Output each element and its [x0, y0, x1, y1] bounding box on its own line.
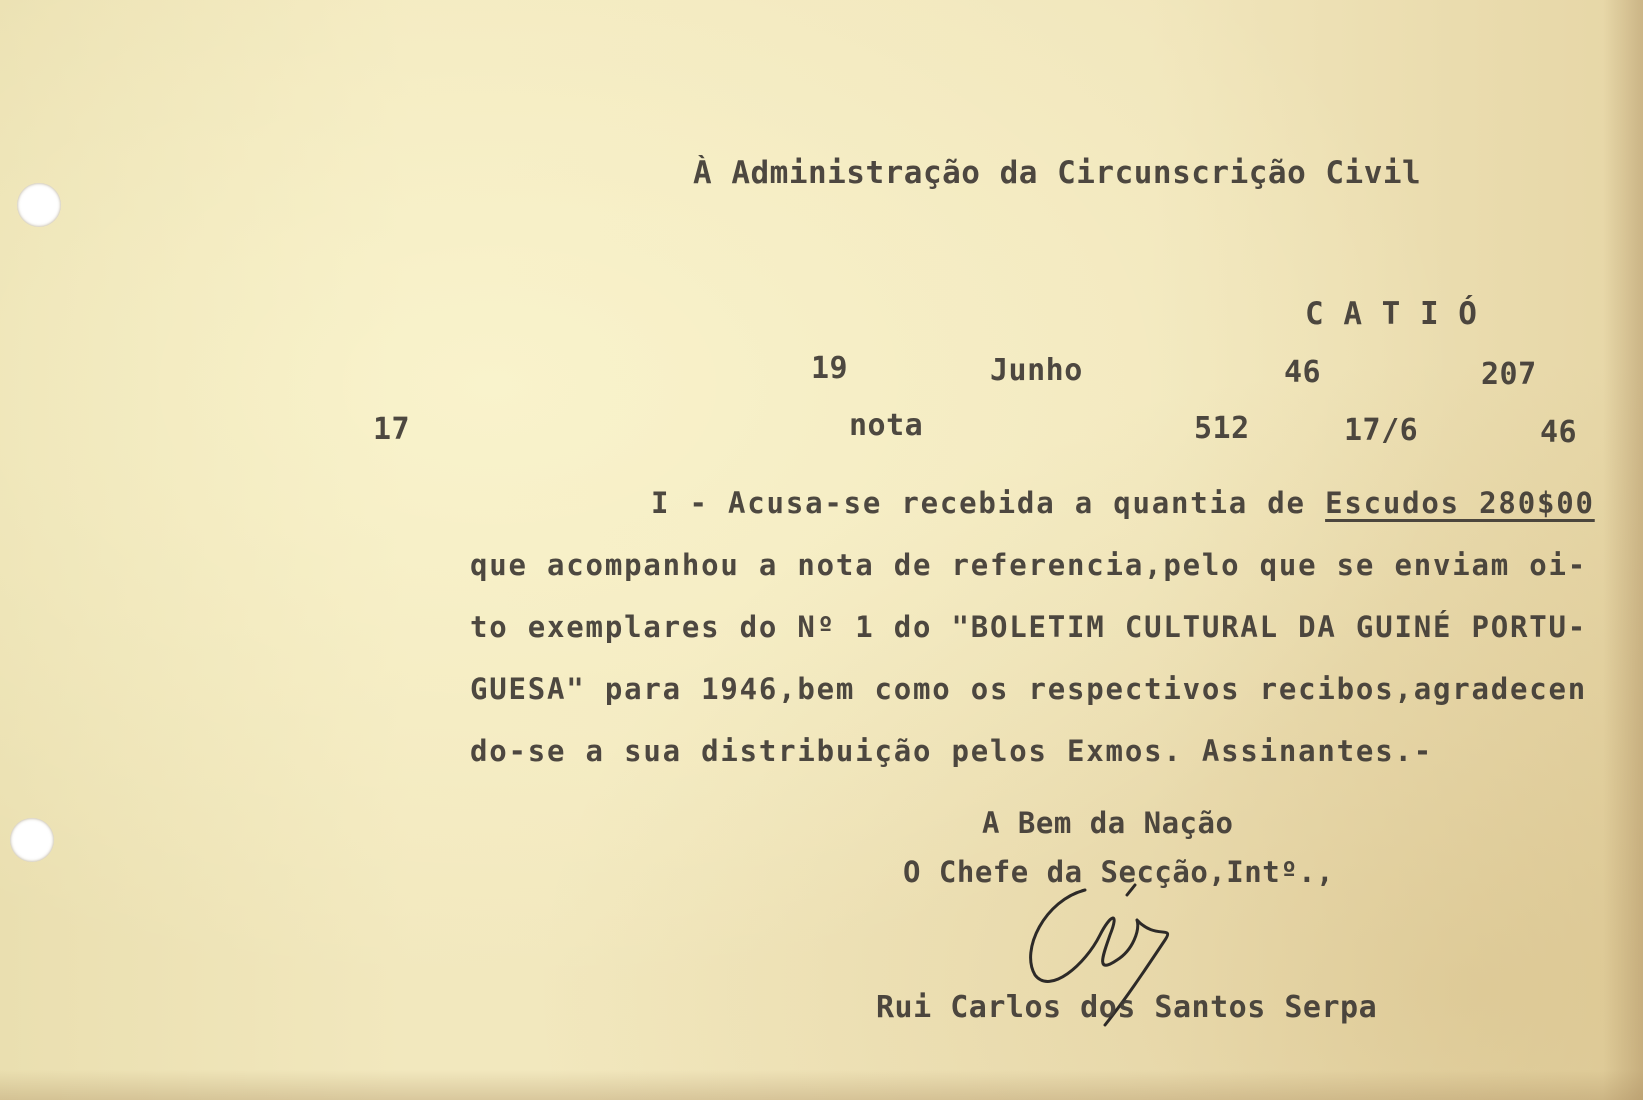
punch-hole [10, 818, 54, 862]
body-line-2: que acompanhou a nota de referencia,pelo que se enviam oi- [470, 548, 1588, 582]
body-line-5: do-se a sua distribuição pelos Exmos. Assinantes.- [470, 734, 1433, 768]
body-line-1 [651, 486, 1595, 520]
amount: Escudos 280$00 [1325, 486, 1595, 520]
body-line-1-text: I - Acusa-se recebida a quantia de [651, 486, 1326, 520]
body-line-3: to exemplares do Nº 1 do "BOLETIM CULTURAL DA GUINÉ PORTU- [470, 610, 1588, 644]
paper-bottom-shadow [0, 1070, 1643, 1100]
ref-number: 207 [1481, 357, 1537, 392]
ref-doc-date: 17/6 [1344, 413, 1419, 448]
signer-title: O Chefe da Secção,Intº., [903, 855, 1335, 889]
ref-day: 19 [811, 351, 849, 386]
signatory-name: Rui Carlos dos Santos Serpa [876, 990, 1378, 1025]
place-name: C A T I Ó [1305, 296, 1478, 332]
punch-hole [17, 183, 61, 227]
addressee: À Administração da Circunscrição Civil [693, 155, 1422, 191]
ref-doc-year: 46 [1540, 415, 1578, 450]
ref-doc-number: 512 [1194, 411, 1250, 446]
body-line-4: GUESA" para 1946,bem como os respectivos recibos,agradecen [470, 672, 1588, 706]
ref-seventeen: 17 [373, 412, 411, 447]
paper-edge-shadow [1603, 0, 1643, 1100]
ref-year: 46 [1284, 355, 1322, 390]
ref-doc-type: nota [849, 408, 924, 443]
salutation: A Bem da Nação [982, 806, 1234, 840]
ref-month: Junho [990, 353, 1083, 388]
